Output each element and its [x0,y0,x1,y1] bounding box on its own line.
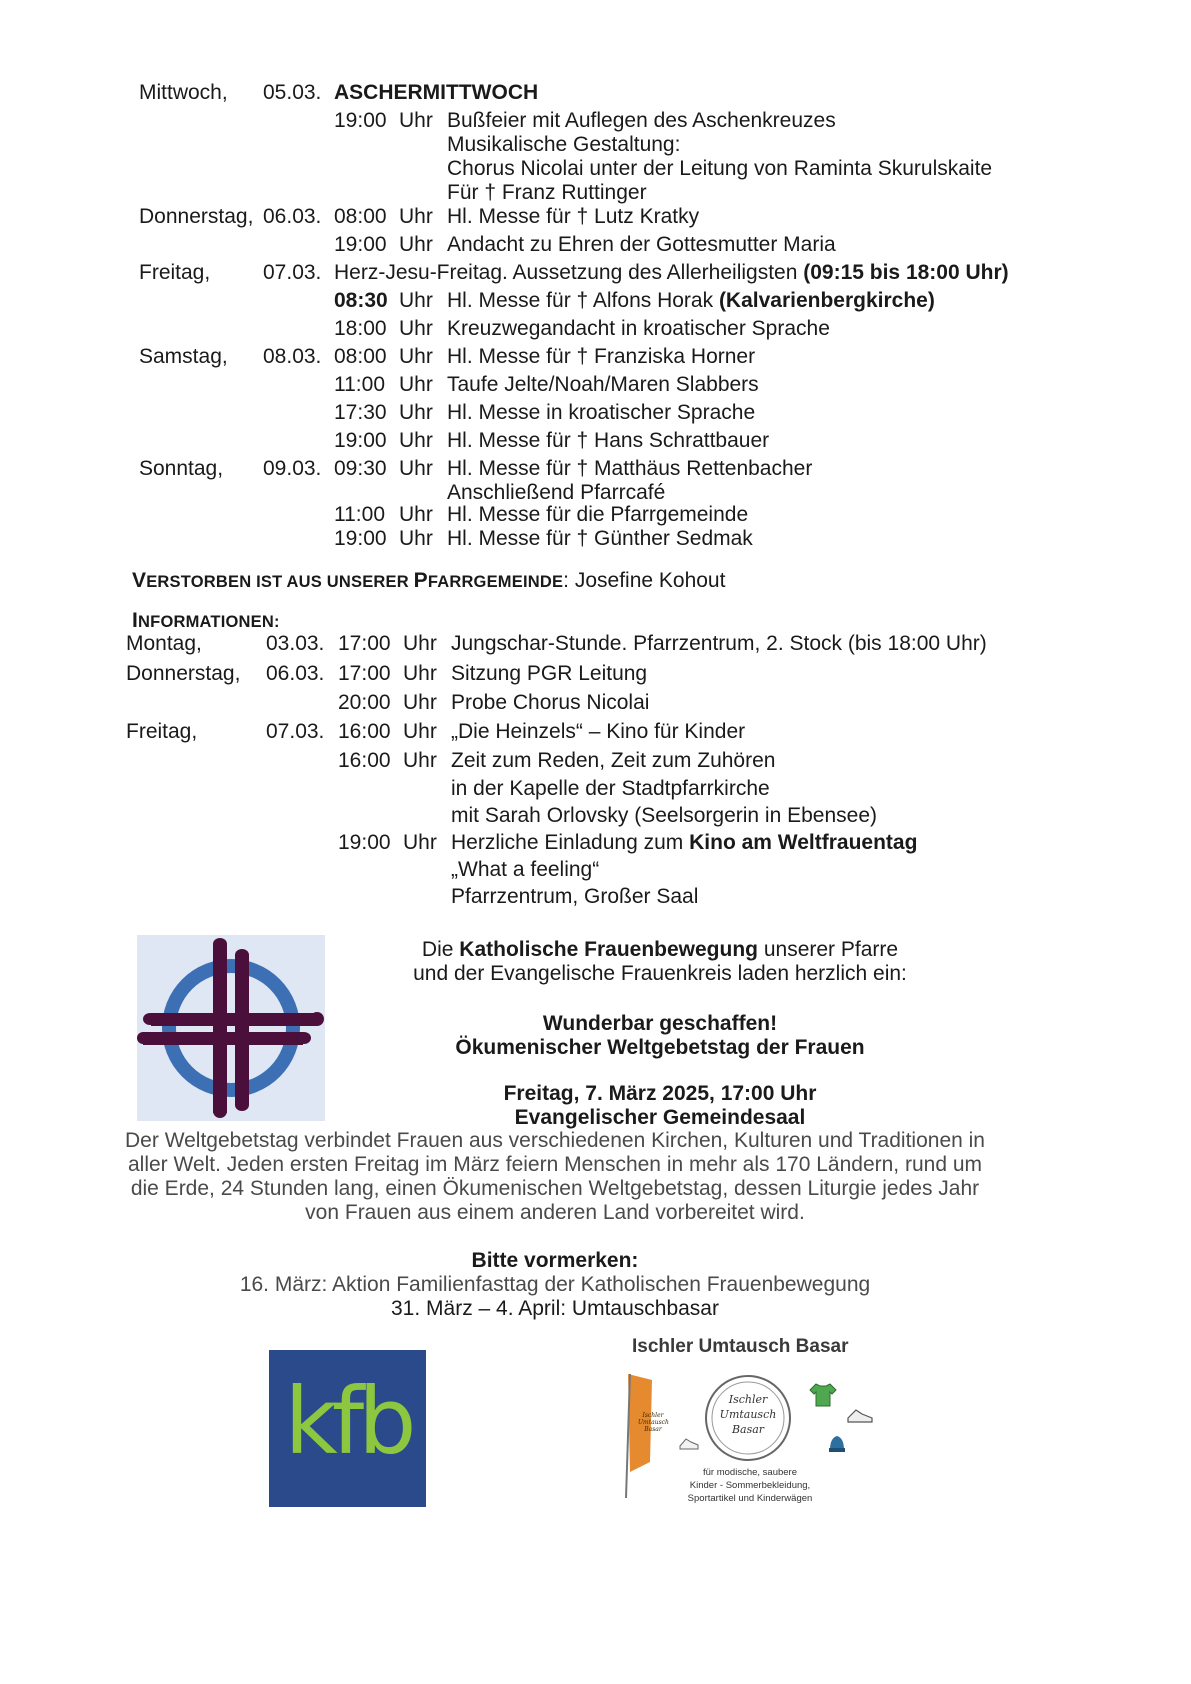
info-text: in der Kapelle der Stadtpfarrkirche [451,777,770,800]
schedule-time: 19:00 [334,527,387,550]
schedule-text: Andacht zu Ehren der Gottesmutter Maria [447,233,836,256]
info-text: „What a feeling“ [451,858,600,881]
basar-caption-line: Sportartikel und Kinderwägen [687,1493,813,1504]
basar-badge-line: Ischler [728,1393,768,1406]
shirt-icon [808,1382,838,1408]
info-text: Jungschar-Stunde. Pfarrzentrum, 2. Stock (bis 18:00 Uhr) [451,632,987,655]
schedule-uhr: Uhr [399,429,433,452]
info-text [451,830,917,855]
invite-line1-c: unserer Pfarre [758,938,899,961]
info-day: Freitag, [126,720,198,743]
invite-paragraph-line: aller Welt. Jeden ersten Freitag im März feiern Menschen in mehr als 170 Ländern, rund um [127,1153,983,1176]
invite-paragraph-line: von Frauen aus einem anderen Land vorbereitet wird. [305,1201,805,1224]
info-uhr: Uhr [403,720,437,743]
basar-caption-line: für modische, saubere [703,1467,797,1478]
info-uhr: Uhr [403,749,437,772]
schedule-text: Bußfeier mit Auflegen des Aschenkreuzes [447,109,836,132]
basar-badge-text [702,1392,794,1437]
deceased-head-initial: V [132,569,147,592]
schedule-time: 11:00 [334,503,385,526]
invite-paragraph-line: die Erde, 24 Stunden lang, einen Ökumenischen Weltgebetstag, dessen Liturgie jedes Jahr [130,1177,980,1200]
schedule-text: Hl. Messe für † Matthäus Rettenbacher [447,457,813,480]
schedule-day: Mittwoch, [139,81,228,104]
invite-line1-a: Die [421,938,460,961]
info-date: 07.03. [266,720,325,743]
deceased-head-initial2: P [413,569,428,592]
reminder-line1: 16. März: Aktion Familienfasttag der Katholischen Frauenbewegung [239,1273,871,1296]
reminder-heading: Bitte vormerken: [471,1249,639,1272]
schedule-uhr: Uhr [399,289,433,312]
schedule-time: 17:30 [334,401,387,424]
info-time: 16:00 [338,749,391,772]
info-uhr: Uhr [403,831,437,854]
invite-line2: und der Evangelische Frauenkreis laden herzlich ein: [413,962,907,985]
info-date: 06.03. [266,662,325,685]
basar-flag-line: Ischler [642,1412,664,1419]
schedule-time: 11:00 [334,373,385,396]
schedule-time: 18:00 [334,317,387,340]
basar-flag-text [638,1412,668,1433]
schedule-text-bold: (Kalvarienbergkirche) [718,289,935,312]
info-heading-text: NFORMATIONEN: [138,613,280,631]
deceased-head-text2: FARRGEMEINDE [427,573,564,591]
schedule-date: 08.03. [263,345,322,368]
schedule-text: Chorus Nicolai unter der Leitung von Raminta Skurulskaite [447,157,993,180]
info-text: mit Sarah Orlovsky (Seelsorgerin in Ebensee) [451,804,878,827]
invite-org-name: Katholische Frauenbewegung [459,938,758,961]
info-time: 17:00 [338,662,391,685]
invite-paragraph-line: Der Weltgebetstag verbindet Frauen aus verschiedenen Kirchen, Kulturen und Traditionen in [125,1129,985,1152]
deceased-line [132,569,725,593]
schedule-text: Hl. Messe für die Pfarrgemeinde [447,503,749,526]
basar-flag-line: Umtausch [638,1419,669,1426]
weltgebetstag-cross-logo [137,935,325,1121]
schedule-text [334,260,1009,285]
info-day: Donnerstag, [126,662,241,685]
schedule-date: 07.03. [263,261,322,284]
info-uhr: Uhr [403,662,437,685]
deceased-head-text: ERSTORBEN IST AUS UNSERER [146,573,414,591]
schedule-uhr: Uhr [399,205,433,228]
schedule-time: 08:30 [334,289,388,312]
info-text-bold: Kino am Weltfrauentag [689,831,918,854]
schedule-uhr: Uhr [399,503,433,526]
hat-icon [826,1432,848,1454]
schedule-text: Hl. Messe für † Lutz Kratky [447,205,700,228]
schedule-text: Hl. Messe für † Günther Sedmak [447,527,753,550]
sneaker-icon [678,1436,700,1452]
info-time: 19:00 [338,831,391,854]
basar-logo [610,1332,890,1512]
info-time: 20:00 [338,691,391,714]
schedule-text: Anschließend Pfarrcafé [447,481,666,504]
info-heading-initial: I [132,609,139,632]
reminder-line2: 31. März – 4. April: Umtauschbasar [391,1297,719,1320]
info-day: Montag, [126,632,202,655]
invite-when: Freitag, 7. März 2025, 17:00 Uhr [503,1082,817,1105]
info-date: 03.03. [266,632,325,655]
info-text: Sitzung PGR Leitung [451,662,648,685]
invite-line1 [360,937,960,962]
schedule-time: 19:00 [334,429,387,452]
schedule-uhr: Uhr [399,527,433,550]
schedule-uhr: Uhr [399,401,433,424]
schedule-text-bold: (09:15 bis 18:00 Uhr) [803,261,1009,284]
invite-title1: Wunderbar geschaffen! [542,1012,778,1035]
info-text: Probe Chorus Nicolai [451,691,650,714]
shoe-icon [846,1406,874,1426]
schedule-header: ASCHERMITTWOCH [334,81,539,104]
schedule-time: 08:00 [334,205,387,228]
kfb-logo [269,1350,426,1507]
info-text: Zeit zum Reden, Zeit zum Zuhören [451,749,776,772]
schedule-day: Sonntag, [139,457,224,480]
info-time: 17:00 [338,632,391,655]
schedule-date: 09.03. [263,457,322,480]
basar-title: Ischler Umtausch Basar [632,1336,849,1357]
kfb-logo-text: kfb [284,1368,411,1475]
schedule-text: Hl. Messe in kroatischer Sprache [447,401,756,424]
basar-caption-line: Kinder - Sommerbekleidung, [689,1480,811,1491]
info-heading [132,609,280,633]
basar-flag [620,1372,660,1502]
schedule-day: Samstag, [139,345,228,368]
schedule-day: Donnerstag, [139,205,254,228]
schedule-uhr: Uhr [399,457,433,480]
schedule-text: Kreuzwegandacht in kroatischer Sprache [447,317,830,340]
schedule-uhr: Uhr [399,109,433,132]
basar-caption [670,1466,830,1505]
schedule-date: 05.03. [263,81,322,104]
schedule-uhr: Uhr [399,345,433,368]
schedule-time: 08:00 [334,345,387,368]
basar-flag-line: Basar [644,1426,662,1433]
schedule-time: 19:00 [334,109,387,132]
schedule-day: Freitag, [139,261,211,284]
schedule-date: 06.03. [263,205,322,228]
invite-title2: Ökumenischer Weltgebetstag der Frauen [455,1036,865,1059]
basar-badge-line: Umtausch [719,1408,777,1421]
schedule-time: 09:30 [334,457,387,480]
schedule-text: Musikalische Gestaltung: [447,133,681,156]
info-time: 16:00 [338,720,391,743]
schedule-uhr: Uhr [399,317,433,340]
info-text-main: Herzliche Einladung zum [451,831,690,854]
schedule-text: Taufe Jelte/Noah/Maren Slabbers [447,373,759,396]
schedule-text-main: Herz-Jesu-Freitag. Aussetzung des Allerheiligsten [334,261,804,284]
info-text: Pfarrzentrum, Großer Saal [451,885,699,908]
basar-badge-line: Basar [731,1423,765,1436]
schedule-text: Für † Franz Ruttinger [447,181,647,204]
info-text: „Die Heinzels“ – Kino für Kinder [451,720,746,743]
schedule-text [447,288,935,313]
schedule-uhr: Uhr [399,233,433,256]
schedule-text: Hl. Messe für † Hans Schrattbauer [447,429,770,452]
info-uhr: Uhr [403,632,437,655]
info-uhr: Uhr [403,691,437,714]
schedule-text: Hl. Messe für † Franziska Horner [447,345,756,368]
schedule-text-main: Hl. Messe für † Alfons Horak [447,289,719,312]
deceased-name: : Josefine Kohout [563,569,726,592]
schedule-time: 19:00 [334,233,387,256]
schedule-uhr: Uhr [399,373,433,396]
invite-where: Evangelischer Gemeindesaal [514,1106,806,1129]
